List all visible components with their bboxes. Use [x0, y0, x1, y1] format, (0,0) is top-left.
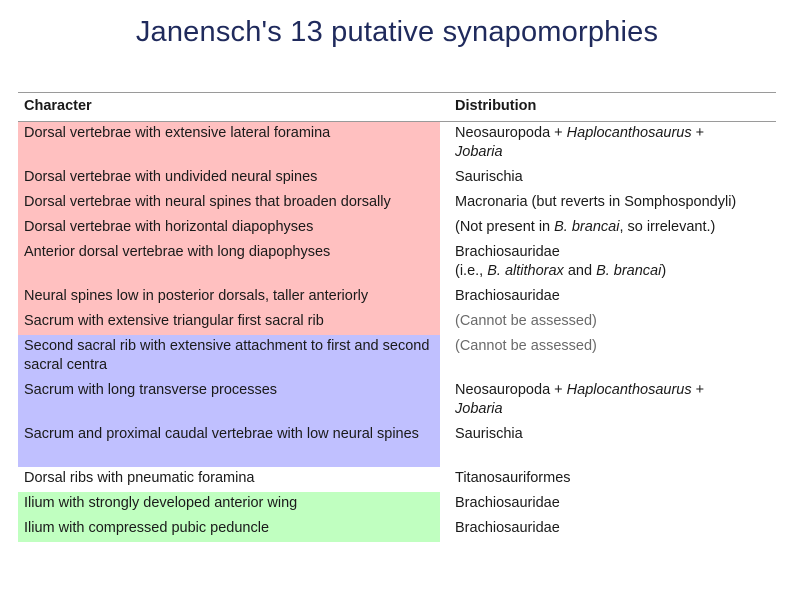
table-header [18, 92, 776, 122]
distribution-cell [455, 285, 776, 306]
distribution-text: Neosauropoda + [455, 125, 567, 141]
character-cell: Neural spines low in posterior dorsals, taller anteriorly [18, 285, 440, 310]
distribution-text: Haplocanthosaurus [566, 382, 692, 398]
synapomorphy-table [18, 92, 776, 542]
character-cell: Sacrum with extensive triangular first sacral rib [18, 310, 440, 335]
distribution-text: , so irrelevant.) [619, 219, 716, 235]
distribution-cell [455, 191, 776, 212]
character-cell: Ilium with strongly developed anterior wing [18, 492, 440, 517]
distribution-cell [455, 241, 776, 281]
distribution-text: Saurischia [455, 169, 523, 185]
character-cell: Dorsal ribs with pneumatic foramina [24, 470, 255, 486]
character-cell: Anterior dorsal vertebrae with long diapophyses [18, 241, 440, 285]
distribution-cell [455, 310, 776, 331]
distribution-text: Jobaria [455, 144, 503, 160]
distribution-cell [455, 166, 776, 187]
distribution-cell [455, 335, 776, 356]
table-row [18, 379, 776, 423]
distribution-text: Saurischia [455, 426, 523, 442]
page-title: Janensch's 13 putative synapomorphies [135, 16, 659, 48]
character-cell: Dorsal vertebrae with neural spines that broaden dorsally [18, 191, 440, 216]
table-row [18, 122, 776, 166]
character-cell: Dorsal vertebrae with horizontal diapophyses [18, 216, 440, 241]
distribution-text: Macronaria (but reverts in Somphospondyli) [455, 194, 737, 210]
distribution-text: B. brancai [554, 219, 620, 235]
distribution-text: B. brancai [596, 263, 662, 279]
table-row [18, 216, 776, 241]
table-row [18, 310, 776, 335]
table-body [18, 122, 776, 542]
character-cell: Dorsal vertebrae with undivided neural spines [18, 166, 440, 191]
distribution-text: B. altithorax [487, 263, 564, 279]
distribution-text: Titanosauriformes [455, 470, 571, 486]
table-row [18, 517, 776, 542]
distribution-cell [455, 122, 776, 162]
distribution-cell [455, 216, 776, 237]
distribution-cell [455, 379, 776, 419]
character-cell: Sacrum and proximal caudal vertebrae with low neural spines [18, 423, 440, 467]
character-cell: Second sacral rib with extensive attachment to first and second sacral centra [18, 335, 440, 379]
table-row [18, 335, 776, 379]
distribution-text: (i.e., [455, 263, 488, 279]
distribution-cell [455, 492, 776, 513]
distribution-text: (Not present in [455, 219, 555, 235]
distribution-text: Jobaria [455, 401, 503, 417]
character-cell: Ilium with compressed pubic peduncle [18, 517, 440, 542]
distribution-text: + [691, 125, 705, 141]
table-row [18, 191, 776, 216]
table-row [18, 166, 776, 191]
distribution-text: Brachiosauridae [455, 520, 560, 536]
distribution-text: (Cannot be assessed) [455, 313, 597, 329]
header-distribution: Distribution [455, 98, 537, 114]
distribution-text: + [691, 382, 705, 398]
table-row [18, 492, 776, 517]
distribution-text: ) [661, 263, 667, 279]
distribution-text: (Cannot be assessed) [455, 338, 597, 354]
distribution-cell [455, 423, 776, 444]
distribution-text: Brachiosauridae [455, 244, 560, 260]
distribution-text: Neosauropoda + [455, 382, 567, 398]
table-row [18, 467, 776, 492]
distribution-text: and [563, 263, 597, 279]
table-row [18, 423, 776, 467]
character-cell: Sacrum with long transverse processes [18, 379, 440, 423]
distribution-cell [455, 517, 776, 538]
character-cell: Dorsal vertebrae with extensive lateral foramina [18, 122, 440, 166]
distribution-text: Brachiosauridae [455, 288, 560, 304]
distribution-text: Haplocanthosaurus [566, 125, 692, 141]
table-row [18, 241, 776, 285]
table-row [18, 285, 776, 310]
header-character: Character [24, 98, 92, 114]
distribution-text: Brachiosauridae [455, 495, 560, 511]
distribution-cell [455, 467, 776, 488]
